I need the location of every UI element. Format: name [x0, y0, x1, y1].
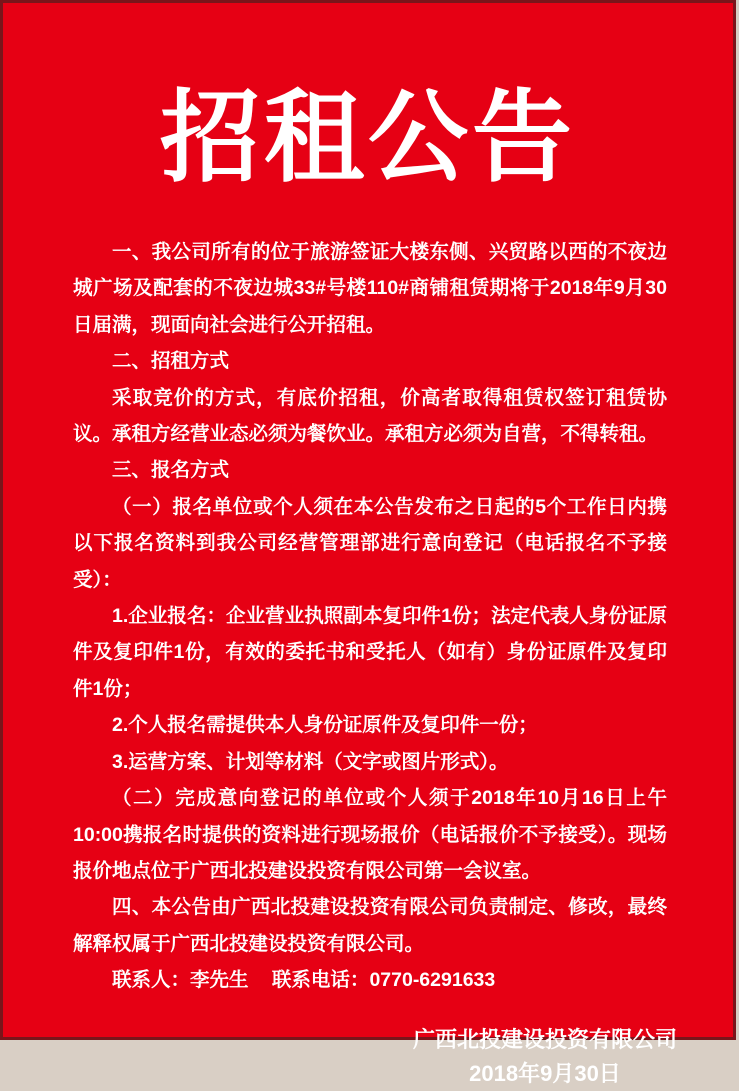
contact-person: 李先生 — [190, 969, 249, 992]
paragraph-item-3-1-1: 1.企业报名：企业营业执照副本复印件1份；法定代表人身份证原件及复印件1份，有效的委托书和受托人（如有）身份证原件及复印件1份； — [73, 605, 667, 700]
paragraph-item-3-1-2: 2.个人报名需提供本人身份证原件及复印件一份； — [112, 714, 538, 737]
paragraph-section-4: 四、本公告由广西北投建设投资有限公司负责制定、修改，最终解释权属于广西北投建设投资有限公司。 — [73, 896, 667, 955]
paragraph-section-2: 采取竞价的方式，有底价招租，价高者取得租赁权签订租赁协议。承租方经营业态必须为餐饮业。承租方必须为自营，不得转租。 — [73, 386, 667, 446]
paragraph-item-3-1-3: 3.运营方案、计划等材料（文字或图片形式）。 — [112, 750, 509, 773]
signature-date: 2018年9月30日 — [469, 1060, 621, 1086]
paragraph-item-3-2: （二）完成意向登记的单位或个人须于2018年10月16日上午10:00携报名时提供的资料进行现场报价（电话报价不予接受）。现场报价地点位于广西北投建设投资有限公司第一会议室。 — [73, 787, 667, 882]
contact-phone-label: 联系电话： — [271, 969, 370, 992]
announcement-body — [73, 234, 667, 999]
contact-person-label: 联系人： — [112, 969, 191, 992]
paragraph-heading-2: 二、招租方式 — [112, 350, 230, 373]
paragraph-section-1: 一、我公司所有的位于旅游签证大楼东侧、兴贸路以西的不夜边城广场及配套的不夜边城33#号楼110#商铺租赁期将于2018年9月30日届满，现面向社会进行公开招租。 — [73, 241, 667, 336]
signature-inner — [413, 1023, 677, 1091]
paragraph-item-3-1: （一）报名单位或个人须在本公告发布之日起的5个工作日内携以下报名资料到我公司经营管理部进行意向登记（电话报名不予接受）： — [73, 495, 667, 591]
signature-block — [3, 1023, 733, 1091]
contact-phone: 0770-6291633 — [369, 969, 496, 992]
paragraph-heading-3: 三、报名方式 — [112, 459, 230, 482]
contact-line — [73, 962, 667, 998]
poster-title: 招租公告 — [160, 83, 576, 194]
company-name: 广西北投建设投资有限公司 — [412, 1026, 677, 1052]
